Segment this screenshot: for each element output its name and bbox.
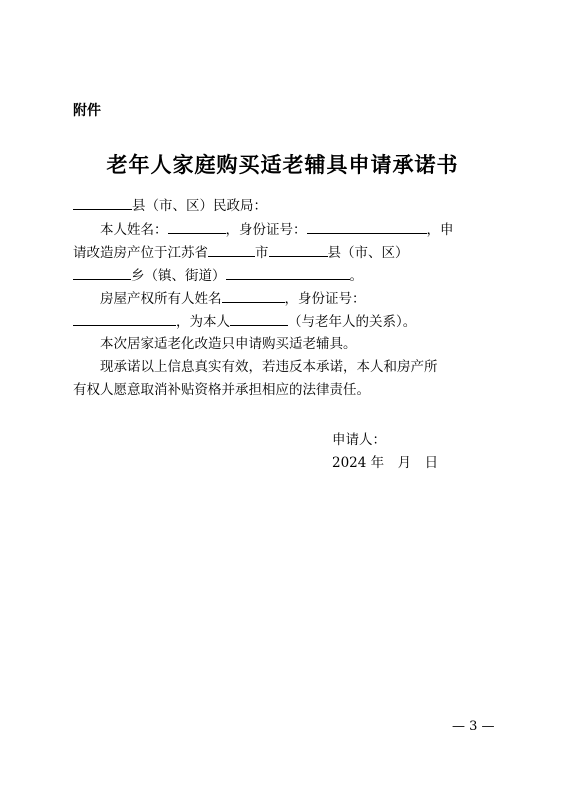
owner-line [100, 288, 366, 309]
owner-id-label: ，身份证号： [284, 291, 366, 307]
relation-line [73, 311, 416, 332]
purchase-statement: 本次居家适老化改造只申请购买适老辅具。 [100, 336, 357, 352]
relation-blank [230, 311, 288, 326]
owner-name-blank [222, 288, 285, 303]
commitment-line-2: 有权人愿意取消补贴资格并承担相应的法律责任。 [73, 382, 370, 398]
township-blank [73, 265, 131, 280]
county-label: 县（市、区） [327, 245, 409, 261]
commitment-line-1: 现承诺以上信息真实有效，若违反本承诺，本人和房产所 [100, 359, 438, 375]
continuation-text: ，申 [426, 222, 454, 238]
applicant-line [100, 219, 454, 240]
owner-id-blank [73, 311, 176, 326]
sign-date: 2024 年 月 日 [332, 455, 439, 471]
owner-name-label: 房屋产权所有人姓名 [100, 291, 222, 307]
name-blank [168, 219, 226, 234]
page-number: — 3 — [452, 719, 495, 734]
addressee-line [73, 195, 267, 216]
addressee-text: 县（市、区）民政局： [132, 198, 267, 214]
name-label: 本人姓名： [100, 222, 168, 238]
street-blank [226, 265, 350, 280]
city-label: 市 [255, 245, 269, 261]
township-label: 乡（镇、街道） [131, 268, 226, 284]
attachment-label: 附件 [73, 103, 101, 119]
property-location-line [73, 242, 409, 263]
id-blank [307, 219, 427, 234]
id-label: ，身份证号： [225, 222, 307, 238]
province-text: 请改造房产位于江苏省 [73, 245, 208, 261]
period-text: 。 [349, 268, 363, 284]
city-blank [208, 242, 255, 257]
applicant-signature-label: 申请人： [332, 432, 386, 448]
relation-note: （与老年人的关系）。 [288, 314, 417, 330]
county2-blank [269, 242, 328, 257]
township-line [73, 265, 363, 286]
county-blank [73, 195, 132, 210]
relation-label: ，为本人 [176, 314, 230, 330]
document-title: 老年人家庭购买适老辅具申请承诺书 [106, 152, 459, 177]
